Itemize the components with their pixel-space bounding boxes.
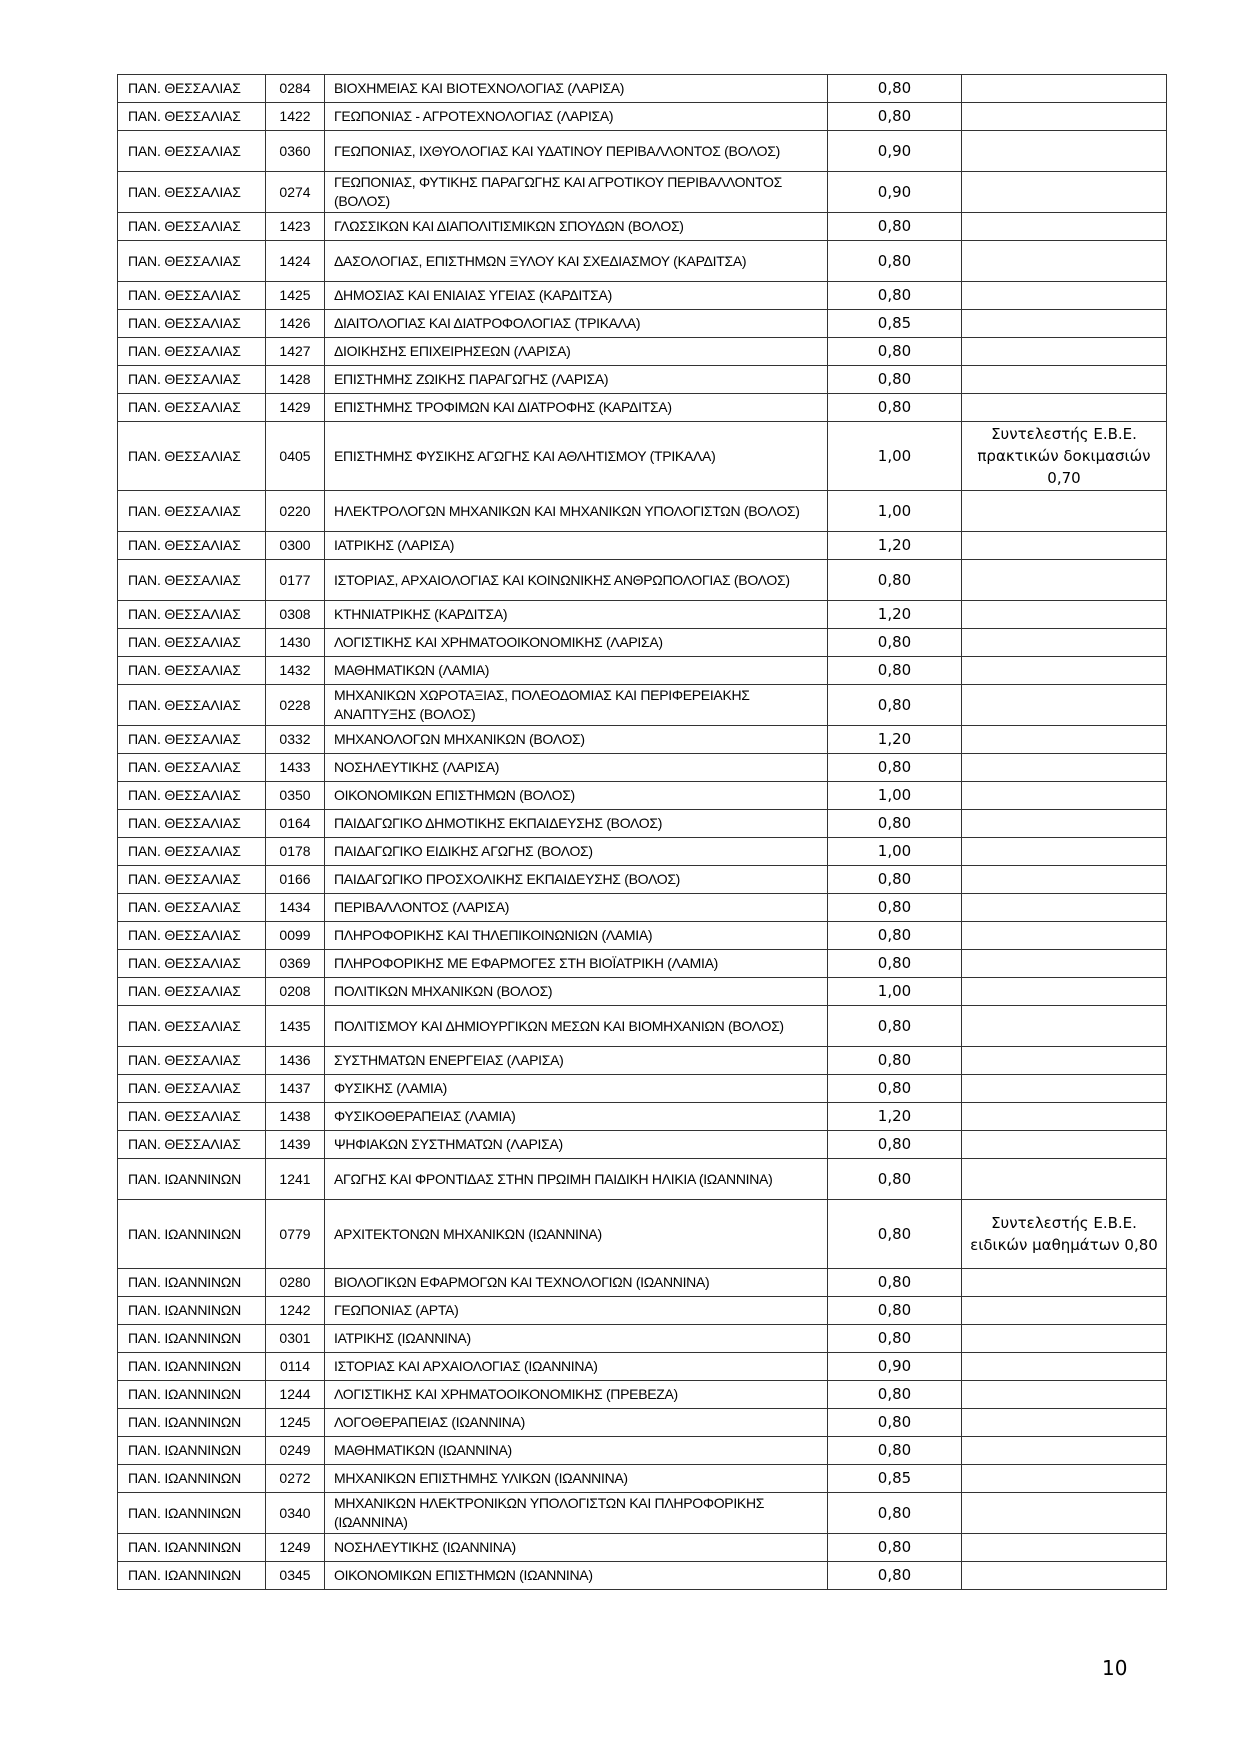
coefficient-cell: 0,80 [828, 1006, 962, 1047]
department-cell: ΠΟΛΙΤΙΣΜΟΥ ΚΑΙ ΔΗΜΙΟΥΡΓΙΚΩΝ ΜΕΣΩΝ ΚΑΙ ΒΙΟΜΗΧΑΝΙΩΝ (ΒΟΛΟΣ) [325, 1006, 828, 1047]
note-cell [962, 1297, 1167, 1325]
university-cell: ΠΑΝ. ΙΩΑΝΝΙΝΩΝ [118, 1409, 266, 1437]
university-cell: ΠΑΝ. ΘΕΣΣΑΛΙΑΣ [118, 131, 266, 172]
university-cell: ΠΑΝ. ΘΕΣΣΑΛΙΑΣ [118, 1131, 266, 1159]
table-row [118, 1493, 1167, 1534]
note-cell [962, 866, 1167, 894]
coefficient-cell: 0,80 [828, 1493, 962, 1534]
university-cell: ΠΑΝ. ΘΕΣΣΑΛΙΑΣ [118, 213, 266, 241]
university-cell: ΠΑΝ. ΙΩΑΝΝΙΝΩΝ [118, 1353, 266, 1381]
university-cell: ΠΑΝ. ΘΕΣΣΑΛΙΑΣ [118, 866, 266, 894]
department-cell: ΓΕΩΠΟΝΙΑΣ, ΙΧΘΥΟΛΟΓΙΑΣ ΚΑΙ ΥΔΑΤΙΝΟΥ ΠΕΡΙΒΑΛΛΟΝΤΟΣ (ΒΟΛΟΣ) [325, 131, 828, 172]
coefficient-cell: 0,85 [828, 1465, 962, 1493]
table-row [118, 532, 1167, 560]
code-cell: 0308 [266, 601, 325, 629]
university-cell: ΠΑΝ. ΘΕΣΣΑΛΙΑΣ [118, 1006, 266, 1047]
department-cell: ΗΛΕΚΤΡΟΛΟΓΩΝ ΜΗΧΑΝΙΚΩΝ ΚΑΙ ΜΗΧΑΝΙΚΩΝ ΥΠΟΛΟΓΙΣΤΩΝ (ΒΟΛΟΣ) [325, 491, 828, 532]
table-row [118, 1465, 1167, 1493]
department-cell: ΜΗΧΑΝΙΚΩΝ ΗΛΕΚΤΡΟΝΙΚΩΝ ΥΠΟΛΟΓΙΣΤΩΝ ΚΑΙ ΠΛΗΡΟΦΟΡΙΚΗΣ (ΙΩΑΝΝΙΝΑ) [325, 1493, 828, 1534]
coefficient-cell: 0,80 [828, 1409, 962, 1437]
department-cell: ΦΥΣΙΚΗΣ (ΛΑΜΙΑ) [325, 1075, 828, 1103]
department-cell: ΔΙΟΙΚΗΣΗΣ ΕΠΙΧΕΙΡΗΣΕΩΝ (ΛΑΡΙΣΑ) [325, 338, 828, 366]
table-row [118, 310, 1167, 338]
university-cell: ΠΑΝ. ΘΕΣΣΑΛΙΑΣ [118, 103, 266, 131]
department-cell: ΛΟΓΙΣΤΙΚΗΣ ΚΑΙ ΧΡΗΜΑΤΟΟΙΚΟΝΟΜΙΚΗΣ (ΛΑΡΙΣΑ) [325, 629, 828, 657]
note-cell [962, 1493, 1167, 1534]
note-cell [962, 601, 1167, 629]
university-cell: ΠΑΝ. ΙΩΑΝΝΙΝΩΝ [118, 1269, 266, 1297]
coefficient-cell: 0,80 [828, 1381, 962, 1409]
university-cell: ΠΑΝ. ΘΕΣΣΑΛΙΑΣ [118, 532, 266, 560]
coefficient-cell: 0,80 [828, 1047, 962, 1075]
department-cell: ΠΛΗΡΟΦΟΡΙΚΗΣ ΜΕ ΕΦΑΡΜΟΓΕΣ ΣΤΗ ΒΙΟΪΑΤΡΙΚΗ (ΛΑΜΙΑ) [325, 950, 828, 978]
note-cell [962, 922, 1167, 950]
note-cell [962, 1325, 1167, 1353]
code-cell: 1245 [266, 1409, 325, 1437]
university-cell: ΠΑΝ. ΘΕΣΣΑΛΙΑΣ [118, 282, 266, 310]
code-cell: 0208 [266, 978, 325, 1006]
university-cell: ΠΑΝ. ΙΩΑΝΝΙΝΩΝ [118, 1325, 266, 1353]
coefficient-cell: 0,80 [828, 894, 962, 922]
code-cell: 0249 [266, 1437, 325, 1465]
table-row [118, 1534, 1167, 1562]
code-cell: 1422 [266, 103, 325, 131]
note-cell [962, 1159, 1167, 1200]
table-row [118, 1200, 1167, 1269]
coefficient-cell: 0,90 [828, 131, 962, 172]
code-cell: 1438 [266, 1103, 325, 1131]
university-cell: ΠΑΝ. ΘΕΣΣΑΛΙΑΣ [118, 172, 266, 213]
university-cell: ΠΑΝ. ΘΕΣΣΑΛΙΑΣ [118, 338, 266, 366]
code-cell: 1425 [266, 282, 325, 310]
table-row [118, 213, 1167, 241]
code-cell: 0166 [266, 866, 325, 894]
coefficient-cell: 1,00 [828, 491, 962, 532]
table-row [118, 1409, 1167, 1437]
code-cell: 1439 [266, 1131, 325, 1159]
department-cell: ΠΑΙΔΑΓΩΓΙΚΟ ΔΗΜΟΤΙΚΗΣ ΕΚΠΑΙΔΕΥΣΗΣ (ΒΟΛΟΣ) [325, 810, 828, 838]
department-cell: ΙΣΤΟΡΙΑΣ ΚΑΙ ΑΡΧΑΙΟΛΟΓΙΑΣ (ΙΩΑΝΝΙΝΑ) [325, 1353, 828, 1381]
code-cell: 1428 [266, 366, 325, 394]
coefficient-cell: 0,80 [828, 922, 962, 950]
note-cell [962, 172, 1167, 213]
note-cell [962, 1353, 1167, 1381]
note-cell [962, 131, 1167, 172]
table-row [118, 657, 1167, 685]
table-row [118, 685, 1167, 726]
coefficient-cell: 0,80 [828, 1159, 962, 1200]
university-cell: ΠΑΝ. ΘΕΣΣΑΛΙΑΣ [118, 838, 266, 866]
note-cell [962, 282, 1167, 310]
note-cell [962, 1269, 1167, 1297]
university-cell: ΠΑΝ. ΘΕΣΣΑΛΙΑΣ [118, 75, 266, 103]
table-row [118, 422, 1167, 491]
table-row [118, 1103, 1167, 1131]
coefficient-cell: 0,80 [828, 394, 962, 422]
code-cell: 1436 [266, 1047, 325, 1075]
note-cell [962, 894, 1167, 922]
university-cell: ΠΑΝ. ΘΕΣΣΑΛΙΑΣ [118, 726, 266, 754]
university-cell: ΠΑΝ. ΘΕΣΣΑΛΙΑΣ [118, 754, 266, 782]
coefficient-cell: 0,80 [828, 1562, 962, 1590]
coefficient-cell: 0,80 [828, 1131, 962, 1159]
note-cell [962, 1006, 1167, 1047]
university-cell: ΠΑΝ. ΘΕΣΣΑΛΙΑΣ [118, 366, 266, 394]
coefficient-cell: 0,80 [828, 685, 962, 726]
university-cell: ΠΑΝ. ΘΕΣΣΑΛΙΑΣ [118, 922, 266, 950]
code-cell: 0220 [266, 491, 325, 532]
university-cell: ΠΑΝ. ΘΕΣΣΑΛΙΑΣ [118, 1047, 266, 1075]
code-cell: 0405 [266, 422, 325, 491]
coefficient-cell: 0,80 [828, 1297, 962, 1325]
code-cell: 1430 [266, 629, 325, 657]
university-cell: ΠΑΝ. ΘΕΣΣΑΛΙΑΣ [118, 810, 266, 838]
coefficient-cell: 0,80 [828, 103, 962, 131]
coefficient-cell: 1,00 [828, 422, 962, 491]
coefficient-cell: 0,80 [828, 1200, 962, 1269]
note-cell [962, 1437, 1167, 1465]
coefficient-cell: 0,80 [828, 1437, 962, 1465]
university-cell: ΠΑΝ. ΙΩΑΝΝΙΝΩΝ [118, 1159, 266, 1200]
coefficient-cell: 0,80 [828, 657, 962, 685]
department-cell: ΚΤΗΝΙΑΤΡΙΚΗΣ (ΚΑΡΔΙΤΣΑ) [325, 601, 828, 629]
code-cell: 0177 [266, 560, 325, 601]
department-cell: ΑΓΩΓΗΣ ΚΑΙ ΦΡΟΝΤΙΔΑΣ ΣΤΗΝ ΠΡΩΙΜΗ ΠΑΙΔΙΚΗ ΗΛΙΚΙΑ (ΙΩΑΝΝΙΝΑ) [325, 1159, 828, 1200]
department-cell: ΔΑΣΟΛΟΓΙΑΣ, ΕΠΙΣΤΗΜΩΝ ΞΥΛΟΥ ΚΑΙ ΣΧΕΔΙΑΣΜΟΥ (ΚΑΡΔΙΤΣΑ) [325, 241, 828, 282]
coefficient-cell: 1,00 [828, 838, 962, 866]
table-row [118, 866, 1167, 894]
code-cell: 1429 [266, 394, 325, 422]
table-row [118, 338, 1167, 366]
table-row [118, 1562, 1167, 1590]
note-cell [962, 950, 1167, 978]
note-cell [962, 1131, 1167, 1159]
department-cell: ΝΟΣΗΛΕΥΤΙΚΗΣ (ΙΩΑΝΝΙΝΑ) [325, 1534, 828, 1562]
note-cell [962, 1103, 1167, 1131]
code-cell: 1427 [266, 338, 325, 366]
university-cell: ΠΑΝ. ΘΕΣΣΑΛΙΑΣ [118, 978, 266, 1006]
note-cell [962, 1562, 1167, 1590]
note-cell [962, 213, 1167, 241]
code-cell: 0332 [266, 726, 325, 754]
department-cell: ΔΗΜΟΣΙΑΣ ΚΑΙ ΕΝΙΑΙΑΣ ΥΓΕΙΑΣ (ΚΑΡΔΙΤΣΑ) [325, 282, 828, 310]
code-cell: 1244 [266, 1381, 325, 1409]
code-cell: 0178 [266, 838, 325, 866]
table-row [118, 1437, 1167, 1465]
department-cell: ΜΗΧΑΝΟΛΟΓΩΝ ΜΗΧΑΝΙΚΩΝ (ΒΟΛΟΣ) [325, 726, 828, 754]
note-cell [962, 978, 1167, 1006]
coefficient-cell: 1,20 [828, 532, 962, 560]
code-cell: 1423 [266, 213, 325, 241]
note-cell [962, 560, 1167, 601]
university-cell: ΠΑΝ. ΘΕΣΣΑΛΙΑΣ [118, 657, 266, 685]
code-cell: 1435 [266, 1006, 325, 1047]
coefficient-cell: 0,80 [828, 338, 962, 366]
note-cell [962, 810, 1167, 838]
coefficients-table [117, 74, 1167, 1590]
code-cell: 0340 [266, 1493, 325, 1534]
department-cell: ΝΟΣΗΛΕΥΤΙΚΗΣ (ΛΑΡΙΣΑ) [325, 754, 828, 782]
note-cell [962, 103, 1167, 131]
department-cell: ΠΟΛΙΤΙΚΩΝ ΜΗΧΑΝΙΚΩΝ (ΒΟΛΟΣ) [325, 978, 828, 1006]
table-row [118, 1006, 1167, 1047]
table-row [118, 1131, 1167, 1159]
code-cell: 0360 [266, 131, 325, 172]
note-cell [962, 685, 1167, 726]
coefficient-cell: 0,80 [828, 1269, 962, 1297]
code-cell: 1437 [266, 1075, 325, 1103]
note-cell [962, 310, 1167, 338]
coefficient-cell: 0,90 [828, 172, 962, 213]
code-cell: 0274 [266, 172, 325, 213]
code-cell: 1426 [266, 310, 325, 338]
note-cell [962, 532, 1167, 560]
coefficient-cell: 0,80 [828, 560, 962, 601]
coefficient-cell: 1,00 [828, 782, 962, 810]
department-cell: ΓΕΩΠΟΝΙΑΣ - ΑΓΡΟΤΕΧΝΟΛΟΓΙΑΣ (ΛΑΡΙΣΑ) [325, 103, 828, 131]
table-body [118, 75, 1167, 1590]
department-cell: ΟΙΚΟΝΟΜΙΚΩΝ ΕΠΙΣΤΗΜΩΝ (ΙΩΑΝΝΙΝΑ) [325, 1562, 828, 1590]
code-cell: 0280 [266, 1269, 325, 1297]
table-row [118, 172, 1167, 213]
code-cell: 1242 [266, 1297, 325, 1325]
coefficient-cell: 0,80 [828, 241, 962, 282]
table-row [118, 1297, 1167, 1325]
table-row [118, 629, 1167, 657]
note-cell [962, 1465, 1167, 1493]
coefficient-cell: 0,85 [828, 310, 962, 338]
code-cell: 0369 [266, 950, 325, 978]
coefficient-cell: 0,80 [828, 866, 962, 894]
table-row [118, 1353, 1167, 1381]
note-cell [962, 1381, 1167, 1409]
department-cell: ΓΕΩΠΟΝΙΑΣ (ΑΡΤΑ) [325, 1297, 828, 1325]
university-cell: ΠΑΝ. ΘΕΣΣΑΛΙΑΣ [118, 950, 266, 978]
note-cell [962, 838, 1167, 866]
department-cell: ΜΑΘΗΜΑΤΙΚΩΝ (ΛΑΜΙΑ) [325, 657, 828, 685]
table-row [118, 1159, 1167, 1200]
note-cell: Συντελεστής Ε.Β.Ε. πρακτικών δοκιμασιών 0,70 [962, 422, 1167, 491]
department-cell: ΒΙΟΧΗΜΕΙΑΣ ΚΑΙ ΒΙΟΤΕΧΝΟΛΟΓΙΑΣ (ΛΑΡΙΣΑ) [325, 75, 828, 103]
table-row [118, 241, 1167, 282]
note-cell [962, 657, 1167, 685]
coefficient-cell: 1,20 [828, 1103, 962, 1131]
code-cell: 0164 [266, 810, 325, 838]
department-cell: ΟΙΚΟΝΟΜΙΚΩΝ ΕΠΙΣΤΗΜΩΝ (ΒΟΛΟΣ) [325, 782, 828, 810]
code-cell: 1432 [266, 657, 325, 685]
note-cell: Συντελεστής Ε.Β.Ε. ειδικών μαθημάτων 0,80 [962, 1200, 1167, 1269]
table-row [118, 754, 1167, 782]
table-row [118, 950, 1167, 978]
table-row [118, 491, 1167, 532]
department-cell: ΠΕΡΙΒΑΛΛΟΝΤΟΣ (ΛΑΡΙΣΑ) [325, 894, 828, 922]
university-cell: ΠΑΝ. ΘΕΣΣΑΛΙΑΣ [118, 629, 266, 657]
coefficient-cell: 0,80 [828, 213, 962, 241]
university-cell: ΠΑΝ. ΙΩΑΝΝΙΝΩΝ [118, 1437, 266, 1465]
coefficient-cell: 0,80 [828, 1075, 962, 1103]
table-row [118, 1381, 1167, 1409]
code-cell: 0099 [266, 922, 325, 950]
coefficient-cell: 0,90 [828, 1353, 962, 1381]
university-cell: ΠΑΝ. ΘΕΣΣΑΛΙΑΣ [118, 894, 266, 922]
coefficient-cell: 0,80 [828, 1534, 962, 1562]
university-cell: ΠΑΝ. ΙΩΑΝΝΙΝΩΝ [118, 1465, 266, 1493]
note-cell [962, 366, 1167, 394]
university-cell: ΠΑΝ. ΘΕΣΣΑΛΙΑΣ [118, 310, 266, 338]
coefficient-cell: 0,80 [828, 75, 962, 103]
department-cell: ΦΥΣΙΚΟΘΕΡΑΠΕΙΑΣ (ΛΑΜΙΑ) [325, 1103, 828, 1131]
code-cell: 0350 [266, 782, 325, 810]
university-cell: ΠΑΝ. ΙΩΑΝΝΙΝΩΝ [118, 1493, 266, 1534]
note-cell [962, 241, 1167, 282]
note-cell [962, 782, 1167, 810]
note-cell [962, 338, 1167, 366]
table-row [118, 282, 1167, 310]
code-cell: 0779 [266, 1200, 325, 1269]
university-cell: ΠΑΝ. ΘΕΣΣΑΛΙΑΣ [118, 422, 266, 491]
department-cell: ΠΑΙΔΑΓΩΓΙΚΟ ΕΙΔΙΚΗΣ ΑΓΩΓΗΣ (ΒΟΛΟΣ) [325, 838, 828, 866]
department-cell: ΠΑΙΔΑΓΩΓΙΚΟ ΠΡΟΣΧΟΛΙΚΗΣ ΕΚΠΑΙΔΕΥΣΗΣ (ΒΟΛΟΣ) [325, 866, 828, 894]
note-cell [962, 726, 1167, 754]
department-cell: ΙΣΤΟΡΙΑΣ, ΑΡΧΑΙΟΛΟΓΙΑΣ ΚΑΙ ΚΟΙΝΩΝΙΚΗΣ ΑΝΘΡΩΠΟΛΟΓΙΑΣ (ΒΟΛΟΣ) [325, 560, 828, 601]
table-row [118, 601, 1167, 629]
coefficient-cell: 0,80 [828, 366, 962, 394]
department-cell: ΕΠΙΣΤΗΜΗΣ ΤΡΟΦΙΜΩΝ ΚΑΙ ΔΙΑΤΡΟΦΗΣ (ΚΑΡΔΙΤΣΑ) [325, 394, 828, 422]
note-cell [962, 1047, 1167, 1075]
table-row [118, 1047, 1167, 1075]
university-cell: ΠΑΝ. ΘΕΣΣΑΛΙΑΣ [118, 1075, 266, 1103]
code-cell: 0301 [266, 1325, 325, 1353]
code-cell: 1241 [266, 1159, 325, 1200]
note-cell [962, 491, 1167, 532]
university-cell: ΠΑΝ. ΘΕΣΣΑΛΙΑΣ [118, 685, 266, 726]
university-cell: ΠΑΝ. ΙΩΑΝΝΙΝΩΝ [118, 1562, 266, 1590]
coefficient-cell: 1,00 [828, 978, 962, 1006]
note-cell [962, 629, 1167, 657]
department-cell: ΒΙΟΛΟΓΙΚΩΝ ΕΦΑΡΜΟΓΩΝ ΚΑΙ ΤΕΧΝΟΛΟΓΙΩΝ (ΙΩΑΝΝΙΝΑ) [325, 1269, 828, 1297]
table-row [118, 838, 1167, 866]
coefficient-cell: 0,80 [828, 950, 962, 978]
table-row [118, 75, 1167, 103]
coefficient-cell: 0,80 [828, 1325, 962, 1353]
code-cell: 0284 [266, 75, 325, 103]
note-cell [962, 1075, 1167, 1103]
university-cell: ΠΑΝ. ΘΕΣΣΑΛΙΑΣ [118, 394, 266, 422]
university-cell: ΠΑΝ. ΙΩΑΝΝΙΝΩΝ [118, 1200, 266, 1269]
department-cell: ΨΗΦΙΑΚΩΝ ΣΥΣΤΗΜΑΤΩΝ (ΛΑΡΙΣΑ) [325, 1131, 828, 1159]
table-row [118, 366, 1167, 394]
code-cell: 0114 [266, 1353, 325, 1381]
table-row [118, 131, 1167, 172]
table-row [118, 782, 1167, 810]
code-cell: 0228 [266, 685, 325, 726]
note-cell [962, 1409, 1167, 1437]
coefficient-cell: 0,80 [828, 754, 962, 782]
department-cell: ΛΟΓΙΣΤΙΚΗΣ ΚΑΙ ΧΡΗΜΑΤΟΟΙΚΟΝΟΜΙΚΗΣ (ΠΡΕΒΕΖΑ) [325, 1381, 828, 1409]
table-row [118, 394, 1167, 422]
coefficient-cell: 0,80 [828, 810, 962, 838]
department-cell: ΠΛΗΡΟΦΟΡΙΚΗΣ ΚΑΙ ΤΗΛΕΠΙΚΟΙΝΩΝΙΩΝ (ΛΑΜΙΑ) [325, 922, 828, 950]
code-cell: 0300 [266, 532, 325, 560]
department-cell: ΑΡΧΙΤΕΚΤΟΝΩΝ ΜΗΧΑΝΙΚΩΝ (ΙΩΑΝΝΙΝΑ) [325, 1200, 828, 1269]
table-row [118, 1075, 1167, 1103]
code-cell: 1434 [266, 894, 325, 922]
department-cell: ΙΑΤΡΙΚΗΣ (ΙΩΑΝΝΙΝΑ) [325, 1325, 828, 1353]
table-row [118, 1269, 1167, 1297]
department-cell: ΓΕΩΠΟΝΙΑΣ, ΦΥΤΙΚΗΣ ΠΑΡΑΓΩΓΗΣ ΚΑΙ ΑΓΡΟΤΙΚΟΥ ΠΕΡΙΒΑΛΛΟΝΤΟΣ (ΒΟΛΟΣ) [325, 172, 828, 213]
table-row [118, 560, 1167, 601]
table-row [118, 810, 1167, 838]
table-row [118, 1325, 1167, 1353]
table-row [118, 894, 1167, 922]
university-cell: ΠΑΝ. ΘΕΣΣΑΛΙΑΣ [118, 1103, 266, 1131]
department-cell: ΛΟΓΟΘΕΡΑΠΕΙΑΣ (ΙΩΑΝΝΙΝΑ) [325, 1409, 828, 1437]
university-cell: ΠΑΝ. ΘΕΣΣΑΛΙΑΣ [118, 491, 266, 532]
code-cell: 0345 [266, 1562, 325, 1590]
university-cell: ΠΑΝ. ΙΩΑΝΝΙΝΩΝ [118, 1534, 266, 1562]
note-cell [962, 754, 1167, 782]
university-cell: ΠΑΝ. ΙΩΑΝΝΙΝΩΝ [118, 1297, 266, 1325]
university-cell: ΠΑΝ. ΘΕΣΣΑΛΙΑΣ [118, 241, 266, 282]
university-cell: ΠΑΝ. ΙΩΑΝΝΙΝΩΝ [118, 1381, 266, 1409]
coefficient-cell: 1,20 [828, 726, 962, 754]
department-cell: ΜΑΘΗΜΑΤΙΚΩΝ (ΙΩΑΝΝΙΝΑ) [325, 1437, 828, 1465]
code-cell: 1433 [266, 754, 325, 782]
coefficient-cell: 0,80 [828, 282, 962, 310]
department-cell: ΓΛΩΣΣΙΚΩΝ ΚΑΙ ΔΙΑΠΟΛΙΤΙΣΜΙΚΩΝ ΣΠΟΥΔΩΝ (ΒΟΛΟΣ) [325, 213, 828, 241]
note-cell [962, 1534, 1167, 1562]
code-cell: 1424 [266, 241, 325, 282]
code-cell: 1249 [266, 1534, 325, 1562]
note-cell [962, 75, 1167, 103]
university-cell: ΠΑΝ. ΘΕΣΣΑΛΙΑΣ [118, 601, 266, 629]
table-row [118, 103, 1167, 131]
table-row [118, 726, 1167, 754]
university-cell: ΠΑΝ. ΘΕΣΣΑΛΙΑΣ [118, 560, 266, 601]
university-cell: ΠΑΝ. ΘΕΣΣΑΛΙΑΣ [118, 782, 266, 810]
department-cell: ΕΠΙΣΤΗΜΗΣ ΦΥΣΙΚΗΣ ΑΓΩΓΗΣ ΚΑΙ ΑΘΛΗΤΙΣΜΟΥ (ΤΡΙΚΑΛΑ) [325, 422, 828, 491]
department-cell: ΙΑΤΡΙΚΗΣ (ΛΑΡΙΣΑ) [325, 532, 828, 560]
department-cell: ΔΙΑΙΤΟΛΟΓΙΑΣ ΚΑΙ ΔΙΑΤΡΟΦΟΛΟΓΙΑΣ (ΤΡΙΚΑΛΑ) [325, 310, 828, 338]
department-cell: ΜΗΧΑΝΙΚΩΝ ΕΠΙΣΤΗΜΗΣ ΥΛΙΚΩΝ (ΙΩΑΝΝΙΝΑ) [325, 1465, 828, 1493]
table-row [118, 922, 1167, 950]
department-cell: ΜΗΧΑΝΙΚΩΝ ΧΩΡΟΤΑΞΙΑΣ, ΠΟΛΕΟΔΟΜΙΑΣ ΚΑΙ ΠΕΡΙΦΕΡΕΙΑΚΗΣ ΑΝΑΠΤΥΞΗΣ (ΒΟΛΟΣ) [325, 685, 828, 726]
page-number: 10 [1102, 1656, 1128, 1680]
coefficient-cell: 0,80 [828, 629, 962, 657]
coefficient-cell: 1,20 [828, 601, 962, 629]
department-cell: ΕΠΙΣΤΗΜΗΣ ΖΩΙΚΗΣ ΠΑΡΑΓΩΓΗΣ (ΛΑΡΙΣΑ) [325, 366, 828, 394]
code-cell: 0272 [266, 1465, 325, 1493]
table-row [118, 978, 1167, 1006]
department-cell: ΣΥΣΤΗΜΑΤΩΝ ΕΝΕΡΓΕΙΑΣ (ΛΑΡΙΣΑ) [325, 1047, 828, 1075]
note-cell [962, 394, 1167, 422]
